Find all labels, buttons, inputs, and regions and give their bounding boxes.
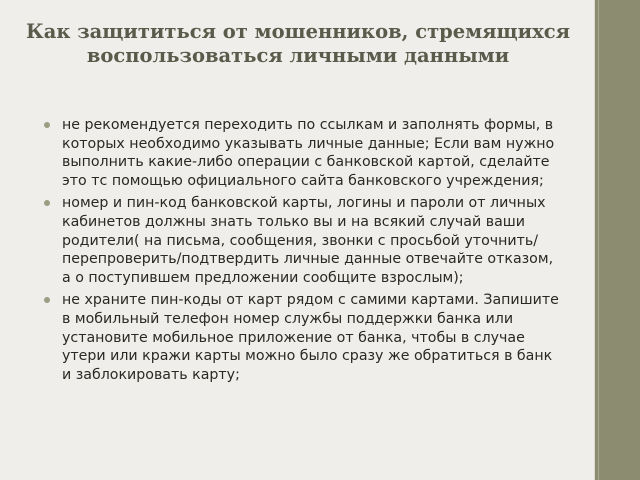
bullet-icon (44, 200, 50, 206)
decorative-side-bar (594, 0, 640, 480)
bullet-text: не храните пин-коды от карт рядом с самими картами. Запишите в мобильный телефон номер службы поддержки банка или установите мобильное приложение от банка, чтобы в случае утери или кражи карты можно было сразу же обратиться в банк и заблокировать карту; (62, 292, 559, 383)
bullet-icon (44, 297, 50, 303)
bullet-icon (44, 122, 50, 128)
bullet-item (42, 291, 562, 384)
bullet-text: не рекомендуется переходить по ссылкам и заполнять формы, в которых необходимо указывать личные данные; Если вам нужно выполнить какие-либо операции с банковской картой, сделайте это тс помощью официального сайта банковского учреждения; (62, 117, 555, 189)
bullet-item (42, 116, 562, 190)
side-bar-inner-line (598, 0, 599, 480)
bullet-item (42, 194, 562, 287)
side-bar-edge-line (594, 0, 595, 480)
bullet-list (42, 116, 562, 388)
bullet-text: номер и пин-код банковской карты, логины и пароли от личных кабинетов должны знать только вы и на всякий случай ваши родители( на письма, сообщения, звонки с просьбой уточнить/перепроверить/подтвердить личные данные отвечайте отказом, а о поступившем предложении сообщите взрослым); (62, 195, 554, 286)
slide-title: Как защититься от мошенников, стремящихся воспользоваться личными данными (25, 20, 571, 67)
